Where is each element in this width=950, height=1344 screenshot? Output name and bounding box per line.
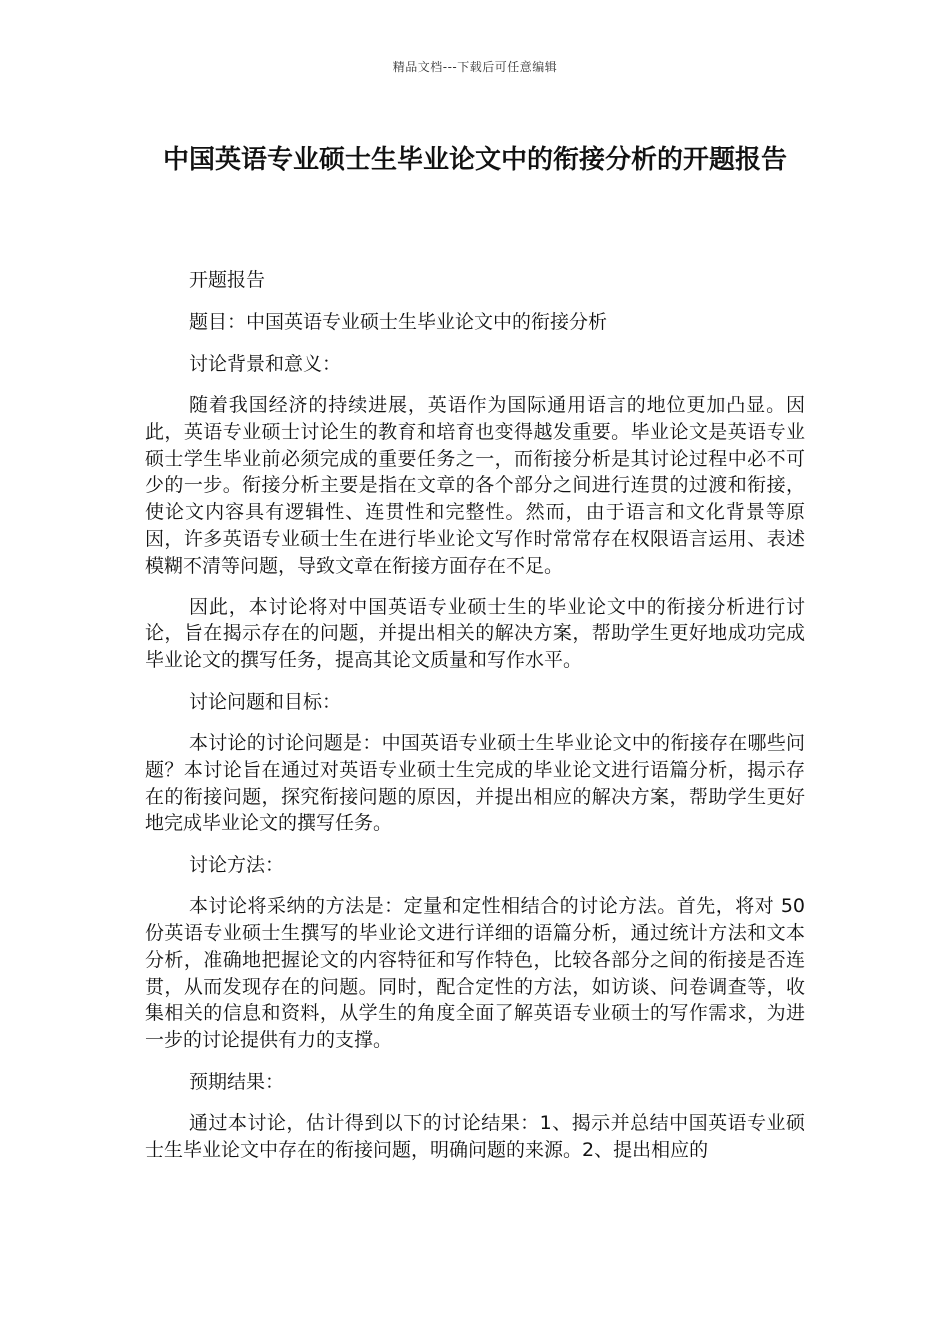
document-title: 中国英语专业硕士生毕业论文中的衔接分析的开题报告 bbox=[162, 145, 787, 175]
topic-line: 题目：中国英语专业硕士生毕业论文中的衔接分析 bbox=[189, 311, 608, 333]
header-note: 精品文档---下载后可任意编辑 bbox=[392, 60, 558, 74]
report-label: 开题报告 bbox=[189, 269, 266, 291]
method-heading: 讨论方法： bbox=[189, 854, 285, 877]
results-heading: 预期结果： bbox=[189, 1070, 285, 1093]
background-paragraph-2: 因此，本讨论将对中国英语专业硕士生的毕业论文中的衔接分析进行讨论，旨在揭示存在的问题，并提出相关的解决方案，帮助学生更好地成功完成毕业论文的撰写任务，提高其论文质量和写作水平。 bbox=[145, 595, 805, 672]
results-paragraph: 通过本讨论，估计得到以下的讨论结果：1、揭示并总结中国英语专业硕士生毕业论文中存在的衔接问题，明确问题的来源。2、提出相应的 bbox=[145, 1111, 805, 1161]
method-paragraph: 本讨论将采纳的方法是：定量和定性相结合的讨论方法。首先，将对 50 份英语专业硕士生撰写的毕业论文进行详细的语篇分析，通过统计方法和文本分析，准确地把握论文的内容特征和写作特色，比较各部分之间的衔接是否连贯，从而发现存在的问题。同时，配合定性的方法，如访谈、问卷调查等，收集相关的信息和资料，从学生的角度全面了解英语专业硕士的写作需求，为进一步的讨论提供有力的支撑。 bbox=[145, 895, 805, 1052]
background-paragraph-1: 随着我国经济的持续进展，英语作为国际通用语言的地位更加凸显。因此，英语专业硕士讨论生的教育和培育也变得越发重要。毕业论文是英语专业硕士学生毕业前必须完成的重要任务之一，而衔接分析是其讨论过程中必不可少的一步。衔接分析主要是指在文章的各个部分之间进行连贯的过渡和衔接，使论文内容具有逻辑性、连贯性和完整性。然而，由于语言和文化背景等原因，许多英语专业硕士生在进行毕业论文写作时常常存在权限语言运用、表述模糊不清等问题，导致文章在衔接方面存在不足。 bbox=[145, 394, 805, 577]
document-body bbox=[145, 266, 805, 1178]
goals-heading: 讨论问题和目标： bbox=[189, 690, 342, 713]
background-heading: 讨论背景和意义： bbox=[189, 353, 342, 375]
goals-paragraph: 本讨论的讨论问题是：中国英语专业硕士生毕业论文中的衔接存在哪些问题？本讨论旨在通过对英语专业硕士生完成的毕业论文进行语篇分析，揭示存在的衔接问题，探究衔接问题的原因，并提出相应的解决方案，帮助学生更好地完成毕业论文的撰写任务。 bbox=[145, 731, 805, 835]
